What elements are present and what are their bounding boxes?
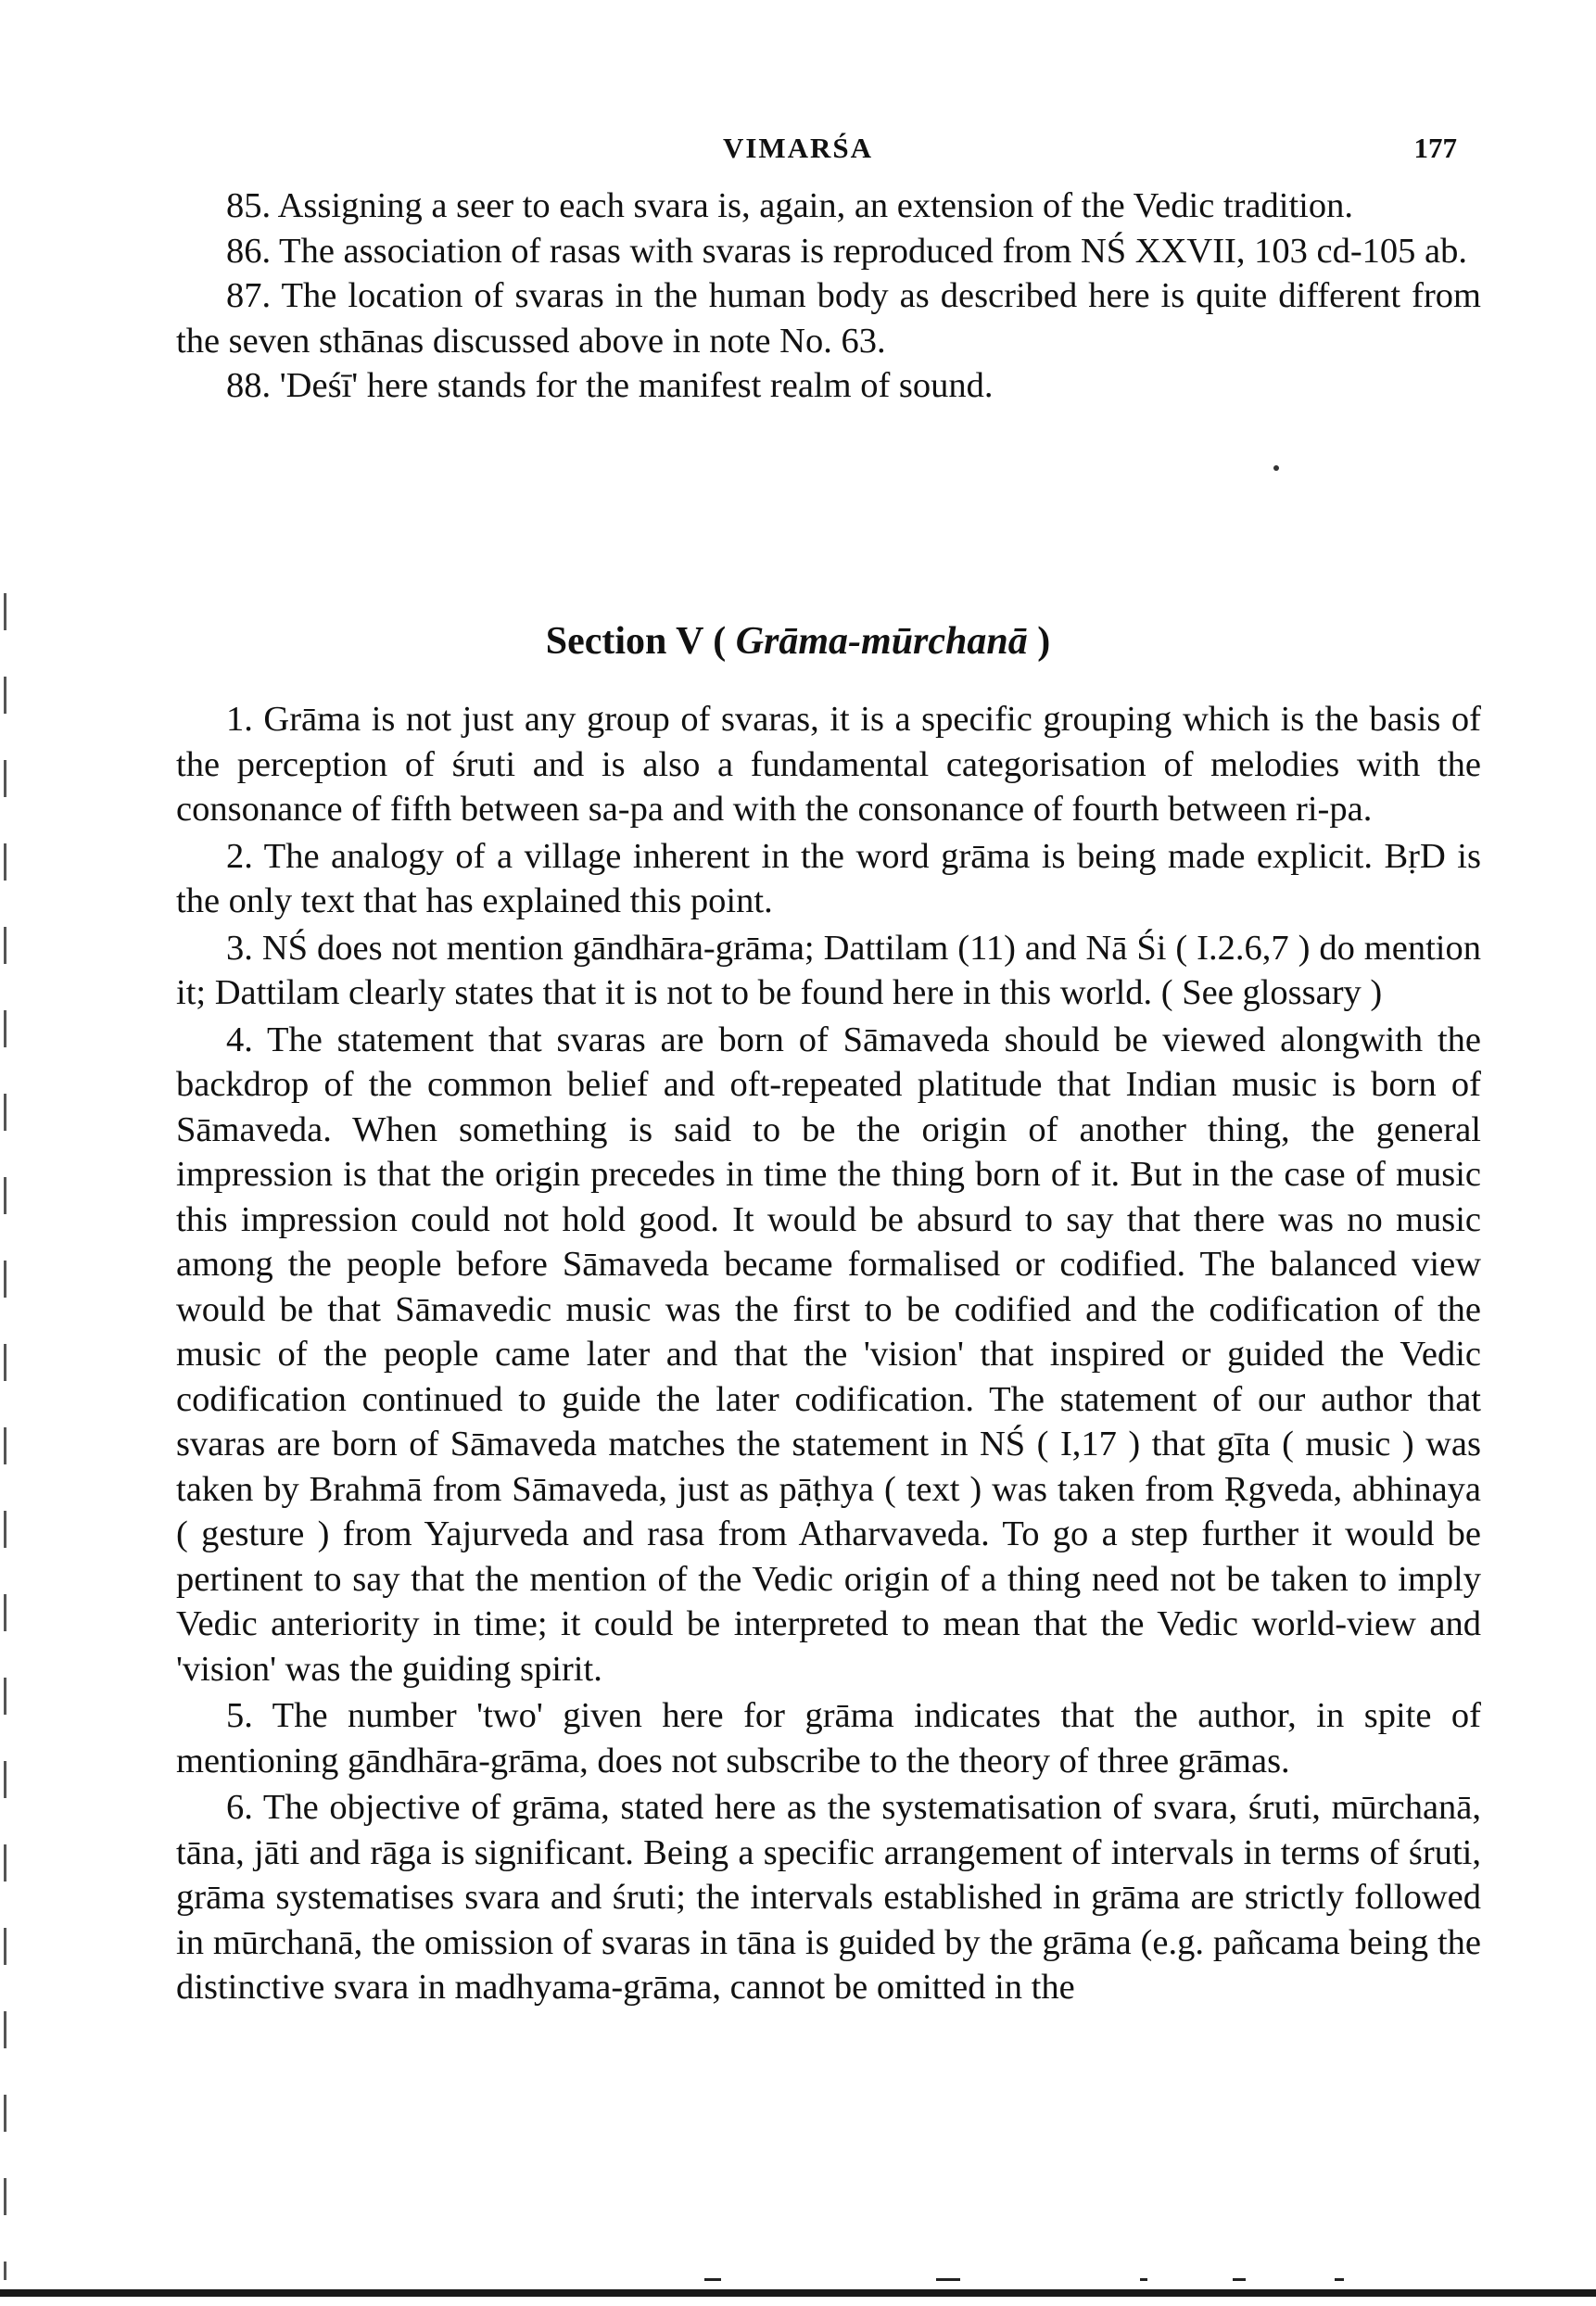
- speck: [1233, 2278, 1246, 2281]
- stray-dot-mark: [1273, 465, 1279, 471]
- paragraph-1: 1. Grāma is not just any group of svaras, it is a specific grouping which is the basis of the perception of śruti and is also a fundamental categorisation of melodies with the consonance of fifth between sa-pa and with the consonance of fourth between ri-pa.: [176, 700, 1481, 829]
- speck: [704, 2278, 721, 2281]
- speck: [1140, 2278, 1147, 2281]
- section-heading-prefix: Section V (: [545, 620, 727, 663]
- section-heading-title: Grāma-mūrchanā: [735, 620, 1028, 663]
- scan-bottom-specks: [0, 2273, 1596, 2286]
- paragraph-2: 2. The analogy of a village inherent in the word grāma is being made explicit. BṛD is the only text that has explained this point.: [176, 836, 1481, 920]
- paragraph-6: 6. The objective of grāma, stated here as the systematisation of svara, śruti, mūrchanā, tāna, jāti and rāga is significant. Being a specific arrangement of intervals in terms of śruti, grāma systematises svara and śruti; the intervals established in grāma are strictly followed in mūrchanā, the omission of svaras in tāna is guided by the grāma (e.g. pañcama being the distinctive svara in madhyama-grāma, cannot be omitted in the: [176, 1788, 1481, 2007]
- paragraph-3: 3. NŚ does not mention gāndhāra-grāma; Dattilam (11) and Nā Śi ( I.2.6,7 ) do mention it; Dattilam clearly states that it is not to be found here in this world. ( See glossary ): [176, 928, 1481, 1012]
- scan-bottom-rule: [0, 2289, 1596, 2297]
- paragraph-4: 4. The statement that svaras are born of Sāmaveda should be viewed alongwith the backdrop of the common belief and oft-repeated platitude that Indian music is born of Sāmaveda. When something is said to be the origin of another thing, the general impression is that the origin precedes in time the thing born of it. But in the case of music this impression could not hold good. It would be absurd to say that there was no music among the people before Sāmaveda became formalised or codified. The balanced view would be that Sāmavedic music was the first to be codified and the codification of the music of the people came later and that the 'vision' that inspired or guided the Vedic codification continued to guide the later codification. The statement of our author that svaras are born of Sāmaveda matches the statement in NŚ ( I,17 ) that gīta ( music ) was taken by Brahmā from Sāmaveda, just as pāṭhya ( text ) was taken from Ṛgveda, abhinaya ( gesture ) from Yajurveda and rasa from Atharvaveda. To go a step further it would be pertinent to say that the mention of the Vedic origin of a thing need not be taken to imply Vedic anteriority in time; it could be interpreted to mean that the Vedic world-view and 'vision' was the guiding spirit.: [176, 1020, 1481, 1689]
- running-head: [0, 132, 1596, 172]
- page-number: 177: [1413, 132, 1457, 164]
- section-body: [176, 697, 1481, 2012]
- running-title: VIMARŚA: [722, 132, 874, 164]
- paragraph-5: 5. The number 'two' given here for grāma indicates that the author, in spite of mentioning gāndhāra-grāma, does not subscribe to the theory of three grāmas.: [176, 1696, 1481, 1780]
- note-86: 86. The association of rasas with svaras is reproduced from NŚ XXVII, 103 cd-105 ab.: [226, 231, 1467, 271]
- section-heading: [0, 619, 1596, 664]
- note-85: 85. Assigning a seer to each svara is, again, an extension of the Vedic tradition.: [226, 186, 1354, 225]
- speck: [936, 2278, 960, 2281]
- note-88: 88. 'Deśī' here stands for the manifest realm of sound.: [226, 366, 994, 405]
- speck: [1335, 2278, 1344, 2281]
- note-87: 87. The location of svaras in the human body as described here is quite different from the seven sthānas discussed above in note No. 63.: [176, 276, 1481, 361]
- endnotes-list: [176, 184, 1481, 409]
- section-heading-suffix: ): [1037, 620, 1051, 663]
- scan-edge-shadow: [4, 593, 6, 2280]
